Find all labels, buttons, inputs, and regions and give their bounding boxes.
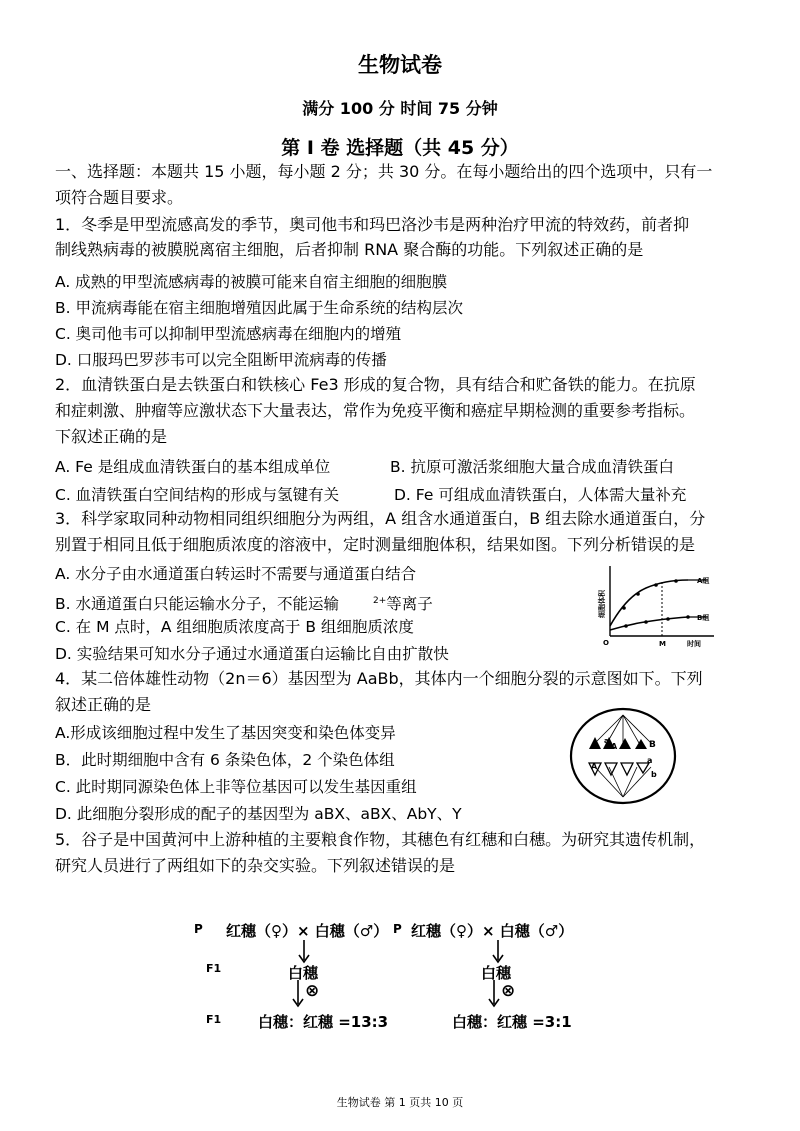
graph-point bbox=[666, 617, 670, 621]
gene-label: A bbox=[611, 742, 618, 751]
cross-f1-result-1: 白穗 bbox=[288, 964, 319, 982]
spindle-fiber bbox=[623, 767, 651, 797]
q1-option-c: C. 奥司他韦可以抑制甲型流感病毒在细胞内的增殖 bbox=[55, 325, 402, 343]
selfing-symbol-1: ⊗ bbox=[305, 981, 320, 1001]
q2-option-a: A. Fe 是组成血清铁蛋白的基本组成单位 bbox=[55, 458, 331, 476]
section-title: 第 I 卷 选择题（共 45 分） bbox=[281, 137, 519, 159]
gene-label: B bbox=[649, 740, 656, 750]
cross-p-label: P bbox=[194, 922, 203, 936]
gene-label: a bbox=[647, 756, 653, 765]
q3-option-b-text: B. 水通道蛋白只能运输水分子，不能运输 bbox=[55, 595, 339, 614]
cross-parents-2: 红穗（♀）× 白穗（♂） bbox=[411, 922, 574, 940]
spindle-fiber bbox=[609, 767, 623, 797]
cross-f2-label: F1 bbox=[206, 1013, 222, 1026]
q4-option-d: D. 此细胞分裂形成的配子的基因型为 aBX、aBX、AbY、Y bbox=[55, 805, 462, 823]
q1-option-b: B. 甲流病毒能在宿主细胞增殖因此属于生命系统的结构层次 bbox=[55, 299, 463, 317]
q3-stem-line-1: 3．科学家取同种动物相同组织细胞分为两组，A 组含水通道蛋白，B 组去除水通道蛋白，分 bbox=[55, 509, 706, 528]
exam-info: 满分 100 分 时间 75 分钟 bbox=[302, 99, 498, 118]
graph-point bbox=[636, 592, 640, 596]
selfing-symbol-2: ⊗ bbox=[501, 981, 516, 1001]
graph-m-label: M bbox=[659, 640, 666, 648]
q3-option-b-tail: 等离子 bbox=[386, 595, 433, 614]
graph-origin: O bbox=[603, 639, 609, 647]
q4-option-c: C. 此时期同源染色体上非等位基因可以发生基因重组 bbox=[55, 778, 417, 796]
gene-label: A bbox=[591, 762, 598, 771]
cell-volume-graph bbox=[590, 560, 720, 652]
cross-parents-1: 红穗（♀）× 白穗（♂） bbox=[226, 922, 389, 940]
instructions-line-1: 一、选择题：本题共 15 小题，每小题 2 分；共 30 分。在每小题给出的四个选项中，只有一 bbox=[55, 162, 713, 181]
chromosome bbox=[621, 763, 633, 775]
q3-option-a: A. 水分子由水通道蛋白转运时不需要与通道蛋白结合 bbox=[55, 565, 417, 583]
graph-series-a-label: A组 bbox=[697, 577, 710, 585]
q1-option-d: D. 口服玛巴罗莎韦可以完全阻断甲流病毒的传播 bbox=[55, 351, 387, 369]
chromosome bbox=[605, 763, 617, 775]
q3-option-b bbox=[55, 590, 433, 615]
q2-option-b: B. 抗原可激活浆细胞大量合成血清铁蛋白 bbox=[390, 458, 674, 476]
q3-option-c: C. 在 M 点时，A 组细胞质浓度高于 B 组细胞质浓度 bbox=[55, 618, 414, 636]
cross-f1-result-2: 白穗 bbox=[481, 964, 512, 982]
q5-stem-line-1: 5．谷子是中国黄河中上游种植的主要粮食作物，其穗色有红穗和白穗。为研究其遗传机制， bbox=[55, 830, 706, 849]
cross-f1-label: F1 bbox=[206, 962, 222, 975]
graph-point bbox=[674, 579, 678, 583]
q3-stem-line-2: 别置于相同且低于细胞质浓度的溶液中，定时测量细胞体积，结果如图。下列分析错误的是 bbox=[55, 535, 696, 554]
graph-x-label: 时间 bbox=[687, 640, 701, 648]
q2-stem-line-3: 下叙述正确的是 bbox=[55, 427, 168, 446]
graph-curve-a bbox=[610, 580, 688, 626]
graph-y-label: 细胞体积 bbox=[598, 590, 606, 618]
cross-p-label-2: P bbox=[393, 922, 402, 936]
cross-ratio-1: 白穗：红穗 =13:3 bbox=[258, 1013, 389, 1031]
q4-stem-line-2: 叙述正确的是 bbox=[55, 695, 152, 714]
q2-stem-line-1: 2．血清铁蛋白是去铁蛋白和铁核心 Fe3 形成的复合物，具有结合和贮备铁的能力。在抗原 bbox=[55, 375, 696, 394]
page-title: 生物试卷 bbox=[358, 53, 442, 77]
cross-ratio-2: 白穗：红穗 =3:1 bbox=[452, 1013, 572, 1031]
q1-option-a: A. 成熟的甲型流感病毒的被膜可能来自宿主细胞的细胞膜 bbox=[55, 273, 448, 291]
chromosome bbox=[619, 738, 631, 749]
cell-division-diagram bbox=[565, 705, 680, 807]
graph-curve-b bbox=[610, 617, 688, 630]
gene-label: a bbox=[604, 737, 609, 745]
q2-option-d: D. Fe 可组成血清铁蛋白，人体需大量补充 bbox=[394, 486, 687, 504]
graph-series-b-label: B组 bbox=[697, 614, 710, 622]
q4-option-b: B．此时期细胞中含有 6 条染色体，2 个染色体组 bbox=[55, 751, 395, 769]
chromosome bbox=[635, 739, 647, 749]
q3-option-b-superscript: 2+ bbox=[373, 596, 387, 606]
graph-point bbox=[624, 624, 628, 628]
gene-label: b bbox=[651, 770, 657, 779]
q4-stem-line-1: 4．某二倍体雄性动物（2n＝6）基因型为 AaBb，其体内一个细胞分裂的示意图如下。下列 bbox=[55, 669, 703, 688]
q1-stem-line-2: 制线熟病毒的被膜脱离宿主细胞，后者抑制 RNA 聚合酶的功能。下列叙述正确的是 bbox=[55, 240, 644, 259]
graph-point bbox=[644, 620, 648, 624]
q1-stem-line-1: 1．冬季是甲型流感高发的季节，奥司他韦和玛巴洛沙韦是两种治疗甲流的特效药，前者抑 bbox=[55, 215, 690, 234]
graph-point bbox=[622, 606, 626, 610]
q4-option-a: A.形成该细胞过程中发生了基因突变和染色体变异 bbox=[55, 724, 396, 742]
q3-option-d: D. 实验结果可知水分子通过水通道蛋白运输比自由扩散快 bbox=[55, 645, 449, 663]
q2-option-c: C. 血清铁蛋白空间结构的形成与氢键有关 bbox=[55, 486, 340, 504]
q2-stem-line-2: 和症刺激、肿瘤等应激状态下大量表达，常作为免疫平衡和癌症早期检测的重要参考指标。 bbox=[55, 401, 696, 420]
graph-point bbox=[654, 583, 658, 587]
q5-stem-line-2: 研究人员进行了两组如下的杂交实验。下列叙述错误的是 bbox=[55, 856, 456, 875]
page-footer: 生物试卷 第 1 页共 10 页 bbox=[336, 1096, 464, 1109]
instructions-line-2: 项符合题目要求。 bbox=[55, 188, 184, 207]
